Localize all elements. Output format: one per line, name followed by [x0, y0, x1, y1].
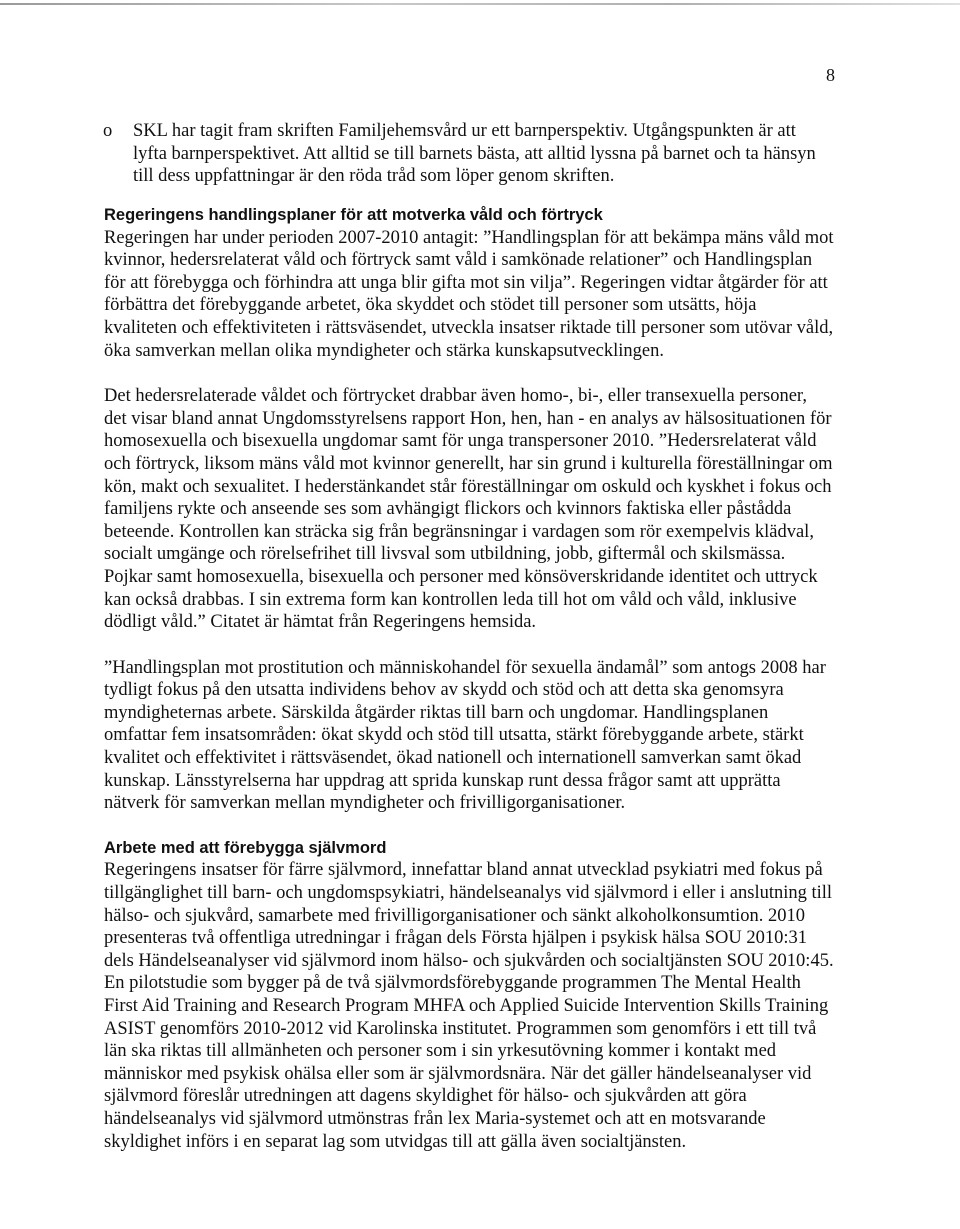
bullet-marker: o — [103, 121, 113, 141]
paragraph-spacer — [104, 634, 834, 657]
paragraph-action-plans: Regeringen har under perioden 2007-2010 antagit: ”Handlingsplan för att bekämpa mäns våld mot kvinnor, hedersrelaterat våld och förtryck samt våld i samkönade relationer” och Handlingsplan för att förebygga och förhindra att unga blir gifta mot sin vilja”. Regeringen vidtar åtgärder för att förbättra det förebyggande arbetet, öka skyddet och stödet till personer som utsätts, höja kvaliteten och effektiviteten i rättsväsendet, utveckla insatser riktade till personer som utövar våld, öka samverkan mellan olika myndigheter och stärka kunskapsutvecklingen. — [104, 227, 834, 361]
bullet-item — [103, 120, 833, 188]
page-number: 8 — [826, 65, 835, 85]
paragraph-honor-violence: Det hedersrelaterade våldet och förtrycket drabbar även homo-, bi-, eller transexuella personer, det visar bland annat Ungdomsstyrelsens rapport Hon, hen, han - en analys av hälsosituationen för homosexuella och bisexuella ungdomar samt för unga transpersoner 2010. ”Hedersrelaterat våld och förtryck, liksom mäns våld mot kvinnor generellt, har sin grund i kulturella föreställningar om kön, makt och sexualitet. I hederstänkandet står föreställningar om oskuld och kyskhet i fokus och familjens rykte och anseende ses som avhängigt flickors och kvinnors faktiska eller påstådda beteende. Kontrollen kan sträcka sig från begränsningar i vardagen som rör exempelvis klädval, socialt umgänge och rörelsefrihet till livsval som utbildning, jobb, giftermål och skilsmässa. Pojkar samt homosexuella, bisexuella och personer med könsöverskridande identitet och uttryck kan också drabbas. I sin extrema form kan kontrollen leda till hot om våld och våld, inklusive dödligt våld.” Citatet är hämtat från Regeringens hemsida. — [104, 386, 833, 633]
section-heading-action-plans: Regeringens handlingsplaner för att motverka våld och förtryck — [104, 206, 603, 224]
top-scan-rule — [0, 3, 960, 5]
paragraph-spacer — [104, 362, 834, 385]
section-heading-suicide-prevention: Arbete med att förebygga självmord — [104, 838, 387, 857]
paragraph-spacer — [104, 815, 834, 837]
main-content — [104, 204, 834, 1153]
paragraph-suicide-prevention: Regeringens insatser för färre självmord, innefattar bland annat utvecklad psykiatri med fokus på tillgänglighet till barn- och ungdomspsykiatri, händelseanalys vid självmord i eller i anslutning till hälso- och sjukvård, samarbete med frivilligorganisationer och sänkt alkoholkonsumtion. 2010 presenteras två offentliga utredningar i frågan dels Första hjälpen i psykisk hälsa SOU 2010:31 dels Händelseanalyser vid självmord inom hälso- och sjukvården och socialtjänsten SOU 2010:45. En pilotstudie som bygger på de två självmordsförebyggande programmen The Mental Health First Aid Training and Research Program MHFA och Applied Suicide Intervention Skills Training ASIST genomförs 2010-2012 vid Karolinska institutet. Programmen som genomförs i ett till två län ska riktas till allmänheten och personer som i sin yrkesutövning kommer i kontakt med människor med psykisk ohälsa eller som är självmordsnära. När det gäller händelseanalyser vid självmord föreslår utredningen att dagens skyldighet för hälso- och sjukvården att göra händelseanalys vid självmord utmönstras från lex Maria-systemet och att en motsvarande skyldighet införs i en separat lag som utvidgas till att gälla även socialtjänsten. — [104, 860, 834, 1152]
bullet-text: SKL har tagit fram skriften Familjehemsvård ur ett barnperspektiv. Utgångspunkten är att lyfta barnperspektivet. Att alltid se till barnets bästa, att alltid lyssna på barnet och ta hänsyn till dess uppfattningar är den röda tråd som löper genom skriften. — [133, 121, 816, 187]
paragraph-prostitution-plan: ”Handlingsplan mot prostitution och människohandel för sexuella ändamål” som antogs 2008 har tydligt fokus på den utsatta individens behov av skydd och stöd och att detta ska genomsyra myndigheternas arbete. Särskilda åtgärder riktas till barn och ungdomar. Handlingsplanen omfattar fem insatsområden: ökat skydd och stöd till utsatta, stärkt förebyggande arbete, stärkt kvalitet och effektivitet i rättsväsendet, ökad nationell och internationell samverkan samt ökad kunskap. Länsstyrelserna har uppdrag att sprida kunskap runt dessa frågor samt att upprätta nätverk för samverkan mellan myndigheter och frivilligorganisationer. — [104, 657, 826, 814]
